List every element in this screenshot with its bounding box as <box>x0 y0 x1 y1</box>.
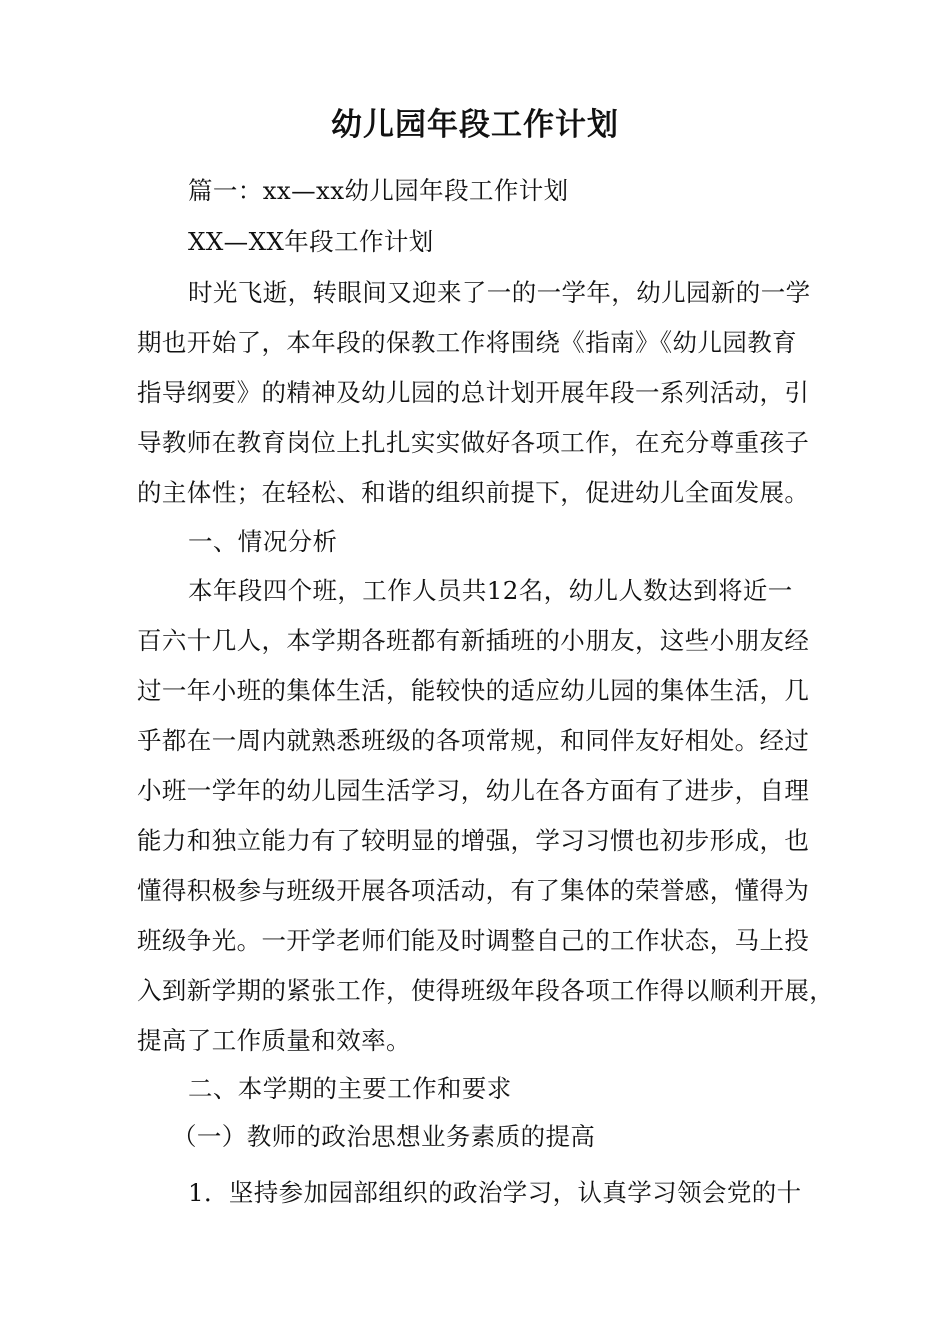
paragraph-line: 提高了工作质量和效率。 <box>137 1026 411 1055</box>
paragraph-line: 小班一学年的幼儿园生活学习，幼儿在各方面有了进步，自理 <box>137 776 810 805</box>
paragraph-line: 百六十几人，本学期各班都有新插班的小朋友，这些小朋友经 <box>137 626 810 655</box>
paragraph-line: 指导纲要》的精神及幼儿园的总计划开展年段一系列活动，引 <box>137 378 810 407</box>
paragraph-line: 班级争光。一开学老师们能及时调整自己的工作状态，马上投 <box>137 926 810 955</box>
section-heading: 一、情况分析 <box>188 527 338 556</box>
sub-heading: （一）教师的政治思想业务素质的提高 <box>172 1122 596 1151</box>
paragraph-line: 入到新学期的紧张工作，使得班级年段各项工作得以顺利开展， <box>137 976 835 1005</box>
paragraph-line: 期也开始了，本年段的保教工作将围绕《指南》《幼儿园教育 <box>137 328 798 357</box>
section-heading: 篇一：xx—xx幼儿园年段工作计划 <box>188 176 569 205</box>
numbered-item: 1．坚持参加园部组织的政治学习，认真学习领会党的十 <box>188 1178 802 1207</box>
sub-heading: XX—XX年段工作计划 <box>188 227 434 256</box>
paragraph-line: 的主体性；在轻松、和谐的组织前提下，促进幼儿全面发展。 <box>137 478 810 507</box>
document-title: 幼儿园年段工作计划 <box>331 107 619 143</box>
paragraph-line: 本年段四个班，工作人员共12名，幼儿人数达到将近一 <box>188 576 793 605</box>
paragraph-line: 时光飞逝，转眼间又迎来了一的一学年，幼儿园新的一学 <box>188 278 811 307</box>
paragraph-line: 能力和独立能力有了较明显的增强，学习习惯也初步形成，也 <box>137 826 810 855</box>
paragraph-line: 懂得积极参与班级开展各项活动，有了集体的荣誉感，懂得为 <box>137 876 810 905</box>
paragraph-line: 过一年小班的集体生活，能较快的适应幼儿园的集体生活，几 <box>137 676 810 705</box>
paragraph-line: 导教师在教育岗位上扎扎实实做好各项工作，在充分尊重孩子 <box>137 428 810 457</box>
section-heading: 二、本学期的主要工作和要求 <box>188 1074 512 1103</box>
paragraph-line: 乎都在一周内就熟悉班级的各项常规，和同伴友好相处。经过 <box>137 726 810 755</box>
